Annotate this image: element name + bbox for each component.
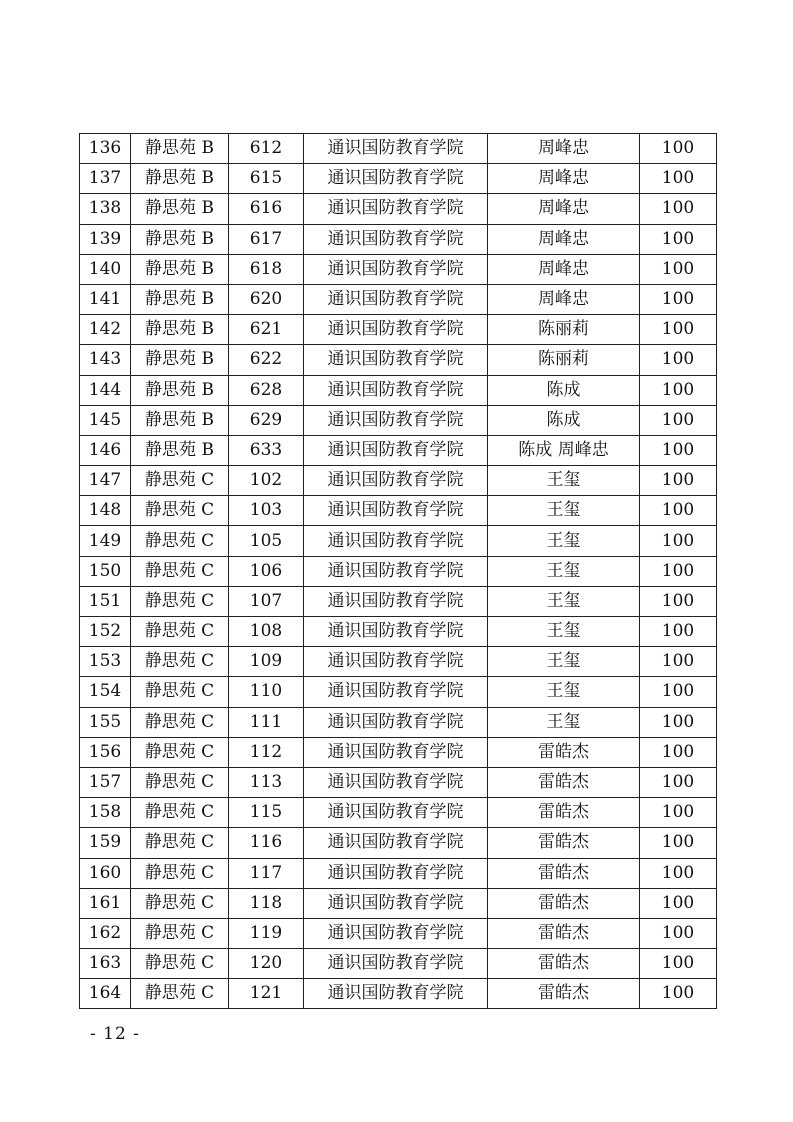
score-cell: 100: [640, 164, 717, 194]
building-cell: 静思苑 C: [131, 496, 229, 526]
building-cell: 静思苑 C: [131, 888, 229, 918]
tutor-cell: 王玺: [488, 586, 640, 616]
tutor-cell: 陈丽莉: [488, 345, 640, 375]
tutor-cell: 王玺: [488, 526, 640, 556]
room-cell: 616: [229, 194, 304, 224]
college-cell: 通识国防教育学院: [304, 466, 488, 496]
building-cell: 静思苑 C: [131, 466, 229, 496]
room-cell: 615: [229, 164, 304, 194]
building-cell: 静思苑 B: [131, 435, 229, 465]
score-cell: 100: [640, 284, 717, 314]
table-body: [80, 134, 717, 1009]
score-cell: 100: [640, 466, 717, 496]
row-number-cell: 156: [80, 737, 131, 767]
score-cell: 100: [640, 767, 717, 797]
row-number-cell: 145: [80, 405, 131, 435]
room-cell: 121: [229, 979, 304, 1009]
row-number-cell: 159: [80, 828, 131, 858]
room-cell: 617: [229, 224, 304, 254]
score-cell: 100: [640, 617, 717, 647]
score-cell: 100: [640, 737, 717, 767]
building-cell: 静思苑 C: [131, 949, 229, 979]
tutor-cell: 陈成: [488, 375, 640, 405]
row-number-cell: 150: [80, 556, 131, 586]
building-cell: 静思苑 C: [131, 526, 229, 556]
score-cell: 100: [640, 677, 717, 707]
college-cell: 通识国防教育学院: [304, 284, 488, 314]
room-cell: 119: [229, 918, 304, 948]
row-number-cell: 138: [80, 194, 131, 224]
room-cell: 628: [229, 375, 304, 405]
table-row: [80, 617, 717, 647]
room-cell: 117: [229, 858, 304, 888]
tutor-cell: 王玺: [488, 647, 640, 677]
row-number-cell: 148: [80, 496, 131, 526]
college-cell: 通识国防教育学院: [304, 979, 488, 1009]
tutor-cell: 雷皓杰: [488, 888, 640, 918]
building-cell: 静思苑 C: [131, 737, 229, 767]
building-cell: 静思苑 B: [131, 194, 229, 224]
score-cell: 100: [640, 134, 717, 164]
score-cell: 100: [640, 194, 717, 224]
tutor-cell: 雷皓杰: [488, 918, 640, 948]
room-cell: 118: [229, 888, 304, 918]
table-row: [80, 556, 717, 586]
score-cell: 100: [640, 526, 717, 556]
tutor-cell: 周峰忠: [488, 284, 640, 314]
table-row: [80, 194, 717, 224]
table-row: [80, 496, 717, 526]
tutor-cell: 周峰忠: [488, 254, 640, 284]
college-cell: 通识国防教育学院: [304, 435, 488, 465]
tutor-cell: 雷皓杰: [488, 858, 640, 888]
table-row: [80, 979, 717, 1009]
table-row: [80, 858, 717, 888]
college-cell: 通识国防教育学院: [304, 858, 488, 888]
row-number-cell: 141: [80, 284, 131, 314]
room-cell: 106: [229, 556, 304, 586]
college-cell: 通识国防教育学院: [304, 134, 488, 164]
college-cell: 通识国防教育学院: [304, 798, 488, 828]
score-cell: 100: [640, 828, 717, 858]
table-row: [80, 164, 717, 194]
room-cell: 629: [229, 405, 304, 435]
row-number-cell: 161: [80, 888, 131, 918]
score-cell: 100: [640, 647, 717, 677]
room-cell: 112: [229, 737, 304, 767]
row-number-cell: 136: [80, 134, 131, 164]
row-number-cell: 160: [80, 858, 131, 888]
table-row: [80, 526, 717, 556]
college-cell: 通识国防教育学院: [304, 526, 488, 556]
tutor-cell: 雷皓杰: [488, 798, 640, 828]
row-number-cell: 155: [80, 707, 131, 737]
building-cell: 静思苑 B: [131, 224, 229, 254]
building-cell: 静思苑 C: [131, 556, 229, 586]
room-cell: 107: [229, 586, 304, 616]
row-number-cell: 137: [80, 164, 131, 194]
college-cell: 通识国防教育学院: [304, 254, 488, 284]
table-row: [80, 828, 717, 858]
row-number-cell: 139: [80, 224, 131, 254]
tutor-cell: 王玺: [488, 707, 640, 737]
room-cell: 622: [229, 345, 304, 375]
college-cell: 通识国防教育学院: [304, 586, 488, 616]
table-row: [80, 767, 717, 797]
college-cell: 通识国防教育学院: [304, 707, 488, 737]
table-row: [80, 375, 717, 405]
tutor-cell: 王玺: [488, 677, 640, 707]
row-number-cell: 158: [80, 798, 131, 828]
college-cell: 通识国防教育学院: [304, 617, 488, 647]
score-cell: 100: [640, 435, 717, 465]
score-cell: 100: [640, 375, 717, 405]
room-cell: 621: [229, 315, 304, 345]
room-cell: 618: [229, 254, 304, 284]
college-cell: 通识国防教育学院: [304, 375, 488, 405]
building-cell: 静思苑 B: [131, 345, 229, 375]
score-cell: 100: [640, 315, 717, 345]
college-cell: 通识国防教育学院: [304, 556, 488, 586]
row-number-cell: 147: [80, 466, 131, 496]
tutor-cell: 雷皓杰: [488, 949, 640, 979]
table-row: [80, 315, 717, 345]
row-number-cell: 152: [80, 617, 131, 647]
room-cell: 113: [229, 767, 304, 797]
college-cell: 通识国防教育学院: [304, 345, 488, 375]
table-row: [80, 345, 717, 375]
college-cell: 通识国防教育学院: [304, 949, 488, 979]
tutor-cell: 雷皓杰: [488, 979, 640, 1009]
tutor-cell: 周峰忠: [488, 164, 640, 194]
row-number-cell: 143: [80, 345, 131, 375]
tutor-cell: 陈成: [488, 405, 640, 435]
tutor-cell: 王玺: [488, 617, 640, 647]
row-number-cell: 146: [80, 435, 131, 465]
score-cell: 100: [640, 586, 717, 616]
room-cell: 108: [229, 617, 304, 647]
table-row: [80, 798, 717, 828]
building-cell: 静思苑 B: [131, 164, 229, 194]
college-cell: 通识国防教育学院: [304, 164, 488, 194]
building-cell: 静思苑 C: [131, 798, 229, 828]
score-cell: 100: [640, 254, 717, 284]
building-cell: 静思苑 C: [131, 828, 229, 858]
building-cell: 静思苑 C: [131, 647, 229, 677]
building-cell: 静思苑 C: [131, 918, 229, 948]
room-cell: 120: [229, 949, 304, 979]
score-cell: 100: [640, 949, 717, 979]
building-cell: 静思苑 C: [131, 858, 229, 888]
room-cell: 103: [229, 496, 304, 526]
room-cell: 109: [229, 647, 304, 677]
tutor-cell: 陈丽莉: [488, 315, 640, 345]
dormitory-score-table: [79, 133, 717, 1009]
building-cell: 静思苑 B: [131, 254, 229, 284]
building-cell: 静思苑 B: [131, 315, 229, 345]
row-number-cell: 164: [80, 979, 131, 1009]
tutor-cell: 王玺: [488, 496, 640, 526]
building-cell: 静思苑 B: [131, 405, 229, 435]
table-row: [80, 888, 717, 918]
table-row: [80, 466, 717, 496]
table-row: [80, 647, 717, 677]
building-cell: 静思苑 B: [131, 284, 229, 314]
tutor-cell: 周峰忠: [488, 224, 640, 254]
score-cell: 100: [640, 798, 717, 828]
row-number-cell: 162: [80, 918, 131, 948]
college-cell: 通识国防教育学院: [304, 496, 488, 526]
room-cell: 620: [229, 284, 304, 314]
tutor-cell: 雷皓杰: [488, 767, 640, 797]
room-cell: 612: [229, 134, 304, 164]
tutor-cell: 周峰忠: [488, 134, 640, 164]
row-number-cell: 144: [80, 375, 131, 405]
table-row: [80, 435, 717, 465]
row-number-cell: 163: [80, 949, 131, 979]
tutor-cell: 王玺: [488, 556, 640, 586]
tutor-cell: 陈成 周峰忠: [488, 435, 640, 465]
tutor-cell: 雷皓杰: [488, 828, 640, 858]
room-cell: 111: [229, 707, 304, 737]
college-cell: 通识国防教育学院: [304, 224, 488, 254]
tutor-cell: 周峰忠: [488, 194, 640, 224]
college-cell: 通识国防教育学院: [304, 647, 488, 677]
college-cell: 通识国防教育学院: [304, 677, 488, 707]
page-number: - 12 -: [90, 1024, 140, 1044]
building-cell: 静思苑 C: [131, 586, 229, 616]
room-cell: 633: [229, 435, 304, 465]
score-cell: 100: [640, 345, 717, 375]
score-cell: 100: [640, 405, 717, 435]
row-number-cell: 151: [80, 586, 131, 616]
room-cell: 116: [229, 828, 304, 858]
table-row: [80, 254, 717, 284]
college-cell: 通识国防教育学院: [304, 737, 488, 767]
building-cell: 静思苑 C: [131, 677, 229, 707]
table-row: [80, 707, 717, 737]
tutor-cell: 雷皓杰: [488, 737, 640, 767]
row-number-cell: 149: [80, 526, 131, 556]
college-cell: 通识国防教育学院: [304, 315, 488, 345]
table-row: [80, 586, 717, 616]
college-cell: 通识国防教育学院: [304, 828, 488, 858]
score-cell: 100: [640, 224, 717, 254]
table-row: [80, 405, 717, 435]
building-cell: 静思苑 C: [131, 707, 229, 737]
college-cell: 通识国防教育学院: [304, 918, 488, 948]
score-cell: 100: [640, 979, 717, 1009]
college-cell: 通识国防教育学院: [304, 767, 488, 797]
room-cell: 102: [229, 466, 304, 496]
room-cell: 115: [229, 798, 304, 828]
row-number-cell: 153: [80, 647, 131, 677]
building-cell: 静思苑 C: [131, 767, 229, 797]
score-cell: 100: [640, 858, 717, 888]
table-row: [80, 677, 717, 707]
score-cell: 100: [640, 496, 717, 526]
score-cell: 100: [640, 918, 717, 948]
tutor-cell: 王玺: [488, 466, 640, 496]
room-cell: 110: [229, 677, 304, 707]
table-row: [80, 918, 717, 948]
score-cell: 100: [640, 707, 717, 737]
table-row: [80, 134, 717, 164]
row-number-cell: 157: [80, 767, 131, 797]
room-cell: 105: [229, 526, 304, 556]
row-number-cell: 142: [80, 315, 131, 345]
building-cell: 静思苑 B: [131, 134, 229, 164]
score-cell: 100: [640, 888, 717, 918]
table-row: [80, 737, 717, 767]
table-row: [80, 949, 717, 979]
college-cell: 通识国防教育学院: [304, 194, 488, 224]
building-cell: 静思苑 C: [131, 617, 229, 647]
row-number-cell: 140: [80, 254, 131, 284]
score-cell: 100: [640, 556, 717, 586]
table-row: [80, 284, 717, 314]
row-number-cell: 154: [80, 677, 131, 707]
college-cell: 通识国防教育学院: [304, 888, 488, 918]
building-cell: 静思苑 B: [131, 375, 229, 405]
table-row: [80, 224, 717, 254]
college-cell: 通识国防教育学院: [304, 405, 488, 435]
building-cell: 静思苑 C: [131, 979, 229, 1009]
